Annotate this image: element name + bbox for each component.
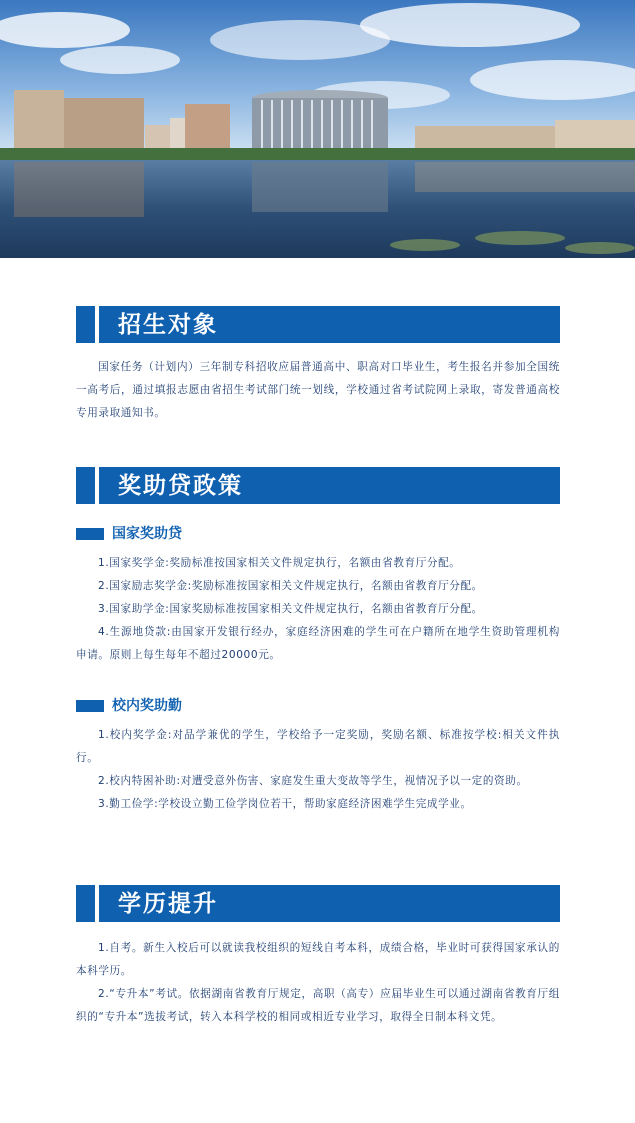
- list-item: [76, 770, 560, 793]
- subheader-title-national: 国家奖助贷: [112, 526, 182, 542]
- list-item-text: 3.国家助学金:国家奖励标准按国家相关文件规定执行，名额由省教育厅分配。: [98, 603, 483, 615]
- list-item: [76, 598, 560, 621]
- list-item-text: 1.自考。新生入校后可以就读我校组织的短线自考本科，成绩合格，毕业时可获得国家承认的本科学历。: [76, 942, 560, 977]
- list-item-text: 2.校内特困补助:对遭受意外伤害、家庭发生重大变故等学生，视情况予以一定的资助。: [98, 775, 528, 787]
- section-title-enrollment: 招生对象: [118, 312, 218, 338]
- list-item-text: 2.“专升本”考试。依据湖南省教育厅规定，高职（高专）应届毕业生可以通过湖南省教育厅组织的“专升本”选拔考试，转入本科学校的相同或相近专业学习，取得全日制本科文凭。: [76, 988, 560, 1023]
- national-aid-list: [76, 552, 560, 667]
- section-header-degree: [76, 885, 560, 922]
- list-item: [76, 983, 560, 1029]
- list-item: [76, 937, 560, 983]
- section-title-aid: 奖助贷政策: [118, 473, 243, 499]
- subheader-bar: [76, 528, 104, 540]
- section-title-degree: 学历提升: [118, 891, 218, 917]
- enrollment-paragraph: [76, 356, 560, 425]
- header-accent-bar: [76, 885, 95, 922]
- list-item-text: 1.国家奖学金:奖励标准按国家相关文件规定执行，名额由省教育厅分配。: [98, 557, 461, 569]
- subheader-title-campus: 校内奖助勤: [112, 698, 182, 714]
- degree-list: [76, 937, 560, 1029]
- list-item: [76, 621, 560, 667]
- list-item: [76, 552, 560, 575]
- subheader-bar: [76, 700, 104, 712]
- list-item-text: 1.校内奖学金:对品学兼优的学生，学校给予一定奖励，奖励名额、标准按学校:相关文件执行。: [76, 729, 560, 764]
- list-item: [76, 793, 560, 816]
- list-item-text: 4.生源地贷款:由国家开发银行经办，家庭经济困难的学生可在户籍所在地学生资助管理机构申请。原则上每生每年不超过20000元。: [76, 626, 560, 661]
- list-item-text: 2.国家励志奖学金:奖励标准按国家相关文件规定执行，名额由省教育厅分配。: [98, 580, 483, 592]
- campus-lake-image: [0, 0, 635, 258]
- header-accent-bar: [76, 467, 95, 504]
- header-accent-bar: [76, 306, 95, 343]
- list-item: [76, 575, 560, 598]
- hero-photo: [0, 0, 635, 258]
- list-item-text: 3.勤工俭学:学校设立勤工俭学岗位若干，帮助家庭经济困难学生完成学业。: [98, 798, 472, 810]
- campus-aid-list: [76, 724, 560, 816]
- enrollment-body: 国家任务（计划内）三年制专科招收应届普通高中、职高对口毕业生，考生报名并参加全国统一高考后，通过填报志愿由省招生考试部门统一划线，学校通过省考试院网上录取，寄发普通高校专用录取通知书。: [76, 361, 560, 419]
- section-header-enrollment: [76, 306, 560, 343]
- section-header-aid: [76, 467, 560, 504]
- list-item: [76, 724, 560, 770]
